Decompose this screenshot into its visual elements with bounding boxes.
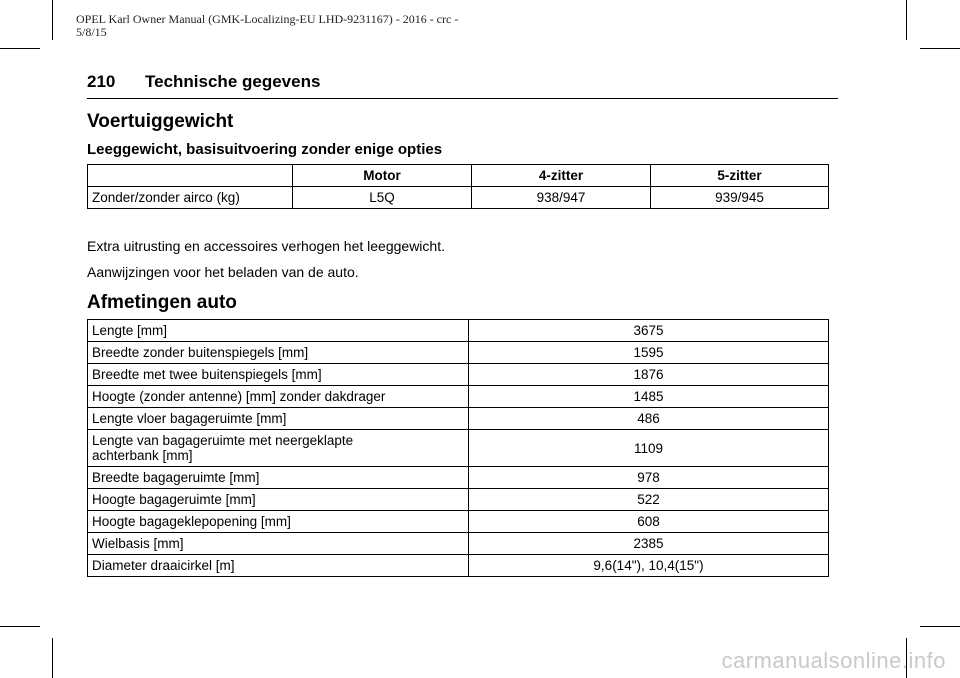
table-cell: 2385 bbox=[469, 533, 829, 555]
table-cell: 939/945 bbox=[651, 187, 829, 209]
table-row bbox=[88, 187, 829, 209]
table-cell: L5Q bbox=[293, 187, 472, 209]
table-cell: Lengte [mm] bbox=[88, 320, 469, 342]
table-cell: 1876 bbox=[469, 364, 829, 386]
table-cell: 978 bbox=[469, 467, 829, 489]
page-number: 210 bbox=[87, 72, 116, 91]
table-row bbox=[88, 555, 829, 577]
watermark-link[interactable]: carmanualsonline.info bbox=[721, 648, 946, 673]
table-row bbox=[88, 364, 829, 386]
table-cell: 1485 bbox=[469, 386, 829, 408]
section-subtitle-weight: Leeggewicht, basisuitvoering zonder enige opties bbox=[87, 141, 443, 158]
table-cell: Zonder/zonder airco (kg) bbox=[88, 187, 293, 209]
table-row bbox=[88, 386, 829, 408]
table-cell: 522 bbox=[469, 489, 829, 511]
table-cell: Breedte bagageruimte [mm] bbox=[88, 467, 469, 489]
table-row bbox=[88, 320, 829, 342]
section-title-dimensions: Afmetingen auto bbox=[87, 292, 237, 313]
table-cell: Diameter draaicirkel [m] bbox=[88, 555, 469, 577]
table-header-cell: 4-zitter bbox=[472, 165, 651, 187]
table-cell: Lengte vloer bagageruimte [mm] bbox=[88, 408, 469, 430]
table-cell: Hoogte bagageklepopening [mm] bbox=[88, 511, 469, 533]
section-title-weight: Voertuiggewicht bbox=[87, 111, 234, 132]
table-cell: Wielbasis [mm] bbox=[88, 533, 469, 555]
note-paragraph: Aanwijzingen voor het beladen van de auto. bbox=[87, 264, 359, 280]
dimensions-table bbox=[87, 319, 829, 577]
crop-mark bbox=[52, 638, 53, 678]
table-cell: 1595 bbox=[469, 342, 829, 364]
crop-mark bbox=[920, 626, 960, 627]
table-row bbox=[88, 408, 829, 430]
table-header-cell bbox=[88, 165, 293, 187]
note-paragraph: Extra uitrusting en accessoires verhogen het leeggewicht. bbox=[87, 238, 445, 254]
crop-mark bbox=[920, 48, 960, 49]
crop-mark bbox=[0, 626, 40, 627]
table-cell: 608 bbox=[469, 511, 829, 533]
chapter-title: Technische gegevens bbox=[145, 72, 321, 91]
table-cell: 3675 bbox=[469, 320, 829, 342]
table-cell: 486 bbox=[469, 408, 829, 430]
table-header-cell: 5-zitter bbox=[651, 165, 829, 187]
table-cell: Breedte zonder buitenspiegels [mm] bbox=[88, 342, 469, 364]
table-cell: Hoogte bagageruimte [mm] bbox=[88, 489, 469, 511]
document-header bbox=[76, 13, 458, 39]
table-row bbox=[88, 430, 829, 467]
table-cell: Breedte met twee buitenspiegels [mm] bbox=[88, 364, 469, 386]
table-cell: 1109 bbox=[469, 430, 829, 467]
crop-mark bbox=[906, 0, 907, 40]
table-row bbox=[88, 467, 829, 489]
crop-mark bbox=[52, 0, 53, 40]
table-row bbox=[88, 342, 829, 364]
table-header-row bbox=[88, 165, 829, 187]
header-line-1: OPEL Karl Owner Manual (GMK-Localizing-EU LHD-9231167) - 2016 - crc - bbox=[76, 12, 459, 26]
weight-table bbox=[87, 164, 829, 209]
page-heading bbox=[87, 72, 838, 99]
table-cell: Hoogte (zonder antenne) [mm] zonder dakdrager bbox=[88, 386, 469, 408]
crop-mark bbox=[0, 48, 40, 49]
table-cell: Lengte van bagageruimte met neergeklapte achterbank [mm] bbox=[88, 430, 469, 467]
table-row bbox=[88, 511, 829, 533]
header-line-2: 5/8/15 bbox=[76, 25, 107, 39]
table-cell: 9,6(14"), 10,4(15") bbox=[469, 555, 829, 577]
table-cell: 938/947 bbox=[472, 187, 651, 209]
table-header-cell: Motor bbox=[293, 165, 472, 187]
table-row bbox=[88, 533, 829, 555]
table-row bbox=[88, 489, 829, 511]
